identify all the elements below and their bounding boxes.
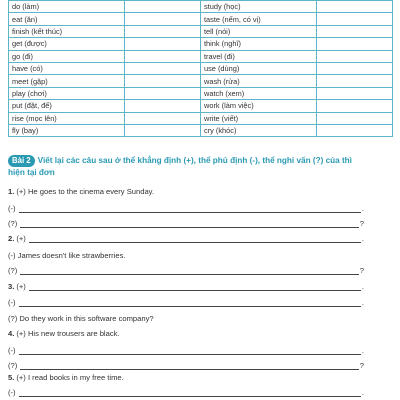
vocab-row (9, 1, 393, 13)
q4-question-end: ? (359, 361, 364, 370)
q1-negative-end: . (361, 204, 364, 213)
vocab-row (9, 13, 393, 25)
q4-given (8, 326, 364, 338)
exercise-instruction-1: Viết lại các câu sau ở thể khẳng định (+), thể phủ định (-), thể nghi vấn (?) của thì (37, 156, 352, 165)
answer-blank[interactable] (20, 362, 358, 370)
vocab-word: eat (ăn) (9, 13, 125, 25)
vocab-answer-cell[interactable] (125, 62, 201, 74)
vocab-answer-cell[interactable] (125, 112, 201, 124)
vocab-answer-cell[interactable] (125, 87, 201, 99)
vocab-answer-cell[interactable] (317, 25, 393, 37)
vocab-answer-cell[interactable] (125, 124, 201, 136)
vocab-row (9, 38, 393, 50)
vocab-word: rise (mọc lên) (9, 112, 125, 124)
q3-positive-label: (+) (16, 282, 26, 291)
q1-number: 1. (8, 187, 15, 196)
q5-sentence: (+) I read books in my free time. (16, 373, 124, 382)
q1-question-line[interactable] (8, 216, 364, 228)
vocab-word: put (đặt, để) (9, 100, 125, 112)
q2-question-line[interactable] (8, 263, 364, 275)
q1-negative-label: (-) (8, 204, 16, 213)
vocab-word: wash (rửa) (201, 75, 317, 87)
vocab-word: write (viết) (201, 112, 317, 124)
q1-sentence: (+) He goes to the cinema every Sunday. (16, 187, 155, 196)
q4-question-label: (?) (8, 361, 18, 370)
vocab-word: travel (đi) (201, 50, 317, 62)
vocab-answer-cell[interactable] (125, 100, 201, 112)
vocab-word: use (dùng) (201, 62, 317, 74)
vocab-row (9, 25, 393, 37)
answer-blank[interactable] (19, 299, 361, 307)
vocab-row (9, 75, 393, 87)
vocab-word: fly (bay) (9, 124, 125, 136)
answer-blank[interactable] (19, 205, 361, 213)
vocabulary-table (8, 0, 393, 137)
vocab-row (9, 124, 393, 136)
exercise-instruction-2: hiện tại đơn (8, 168, 55, 177)
q2-positive-end: . (361, 234, 364, 243)
q5-negative-line[interactable] (8, 385, 364, 397)
vocab-word: work (làm việc) (201, 100, 317, 112)
vocab-answer-cell[interactable] (317, 13, 393, 25)
q2-question-label: (?) (8, 266, 18, 275)
q3-positive-end: . (361, 282, 364, 291)
q3-negative-line[interactable] (8, 295, 364, 307)
q4-negative-label: (-) (8, 346, 16, 355)
vocab-word: watch (xem) (201, 87, 317, 99)
q3-sentence: (?) Do they work in this software company? (8, 314, 154, 323)
q5-negative-end: . (361, 388, 364, 397)
vocab-word: finish (kết thúc) (9, 25, 125, 37)
q2-sentence: (-) James doesn't like strawberries. (8, 251, 126, 260)
q2-number: 2. (8, 234, 15, 243)
exercise-badge: Bài 2 (8, 155, 35, 167)
answer-blank[interactable] (20, 220, 358, 228)
vocab-word: tell (nói) (201, 25, 317, 37)
vocab-word: meet (gặp) (9, 75, 125, 87)
vocab-answer-cell[interactable] (317, 1, 393, 13)
exercise-title (8, 155, 392, 179)
vocab-answer-cell[interactable] (317, 124, 393, 136)
vocab-word: play (chơi) (9, 87, 125, 99)
q4-question-line[interactable] (8, 358, 364, 370)
answer-blank[interactable] (19, 389, 361, 397)
answer-blank[interactable] (19, 347, 361, 355)
q5-given (8, 370, 364, 382)
vocab-row (9, 87, 393, 99)
vocab-word: study (học) (201, 1, 317, 13)
vocab-answer-cell[interactable] (125, 1, 201, 13)
q1-question-label: (?) (8, 219, 18, 228)
vocab-row (9, 112, 393, 124)
q4-number: 4. (8, 329, 15, 338)
q4-negative-end: . (361, 346, 364, 355)
answer-blank[interactable] (20, 267, 358, 275)
vocab-word: go (đi) (9, 50, 125, 62)
vocab-word: taste (nếm, có vị) (201, 13, 317, 25)
vocab-word: get (được) (9, 38, 125, 50)
vocab-row (9, 50, 393, 62)
vocab-word: cry (khóc) (201, 124, 317, 136)
q2-positive-label: (+) (16, 234, 26, 243)
q5-negative-label: (-) (8, 388, 16, 397)
q4-negative-line[interactable] (8, 343, 364, 355)
vocab-word: think (nghĩ) (201, 38, 317, 50)
vocab-row (9, 100, 393, 112)
vocab-answer-cell[interactable] (125, 75, 201, 87)
vocab-answer-cell[interactable] (317, 38, 393, 50)
q1-given (8, 184, 364, 196)
q4-sentence: (+) His new trousers are black. (16, 329, 120, 338)
q2-question-end: ? (359, 266, 364, 275)
q5-number: 5. (8, 373, 15, 382)
vocab-answer-cell[interactable] (125, 25, 201, 37)
vocab-answer-cell[interactable] (125, 13, 201, 25)
q2-given (8, 248, 364, 260)
q1-negative-line[interactable] (8, 201, 364, 213)
q3-number: 3. (8, 282, 15, 291)
q3-given (8, 311, 364, 323)
vocab-row (9, 62, 393, 74)
q3-negative-end: . (361, 298, 364, 307)
q2-positive-line[interactable] (8, 231, 364, 243)
vocab-answer-cell[interactable] (317, 87, 393, 99)
answer-blank[interactable] (29, 283, 361, 291)
vocab-answer-cell[interactable] (317, 112, 393, 124)
q3-negative-label: (-) (8, 298, 16, 307)
q1-question-end: ? (359, 219, 364, 228)
vocab-answer-cell[interactable] (317, 100, 393, 112)
answer-blank[interactable] (29, 235, 361, 243)
vocab-answer-cell[interactable] (317, 50, 393, 62)
vocab-word: have (có) (9, 62, 125, 74)
vocab-answer-cell[interactable] (317, 75, 393, 87)
vocab-answer-cell[interactable] (317, 62, 393, 74)
q3-positive-line[interactable] (8, 279, 364, 291)
vocab-answer-cell[interactable] (125, 38, 201, 50)
vocab-answer-cell[interactable] (125, 50, 201, 62)
vocab-word: do (làm) (9, 1, 125, 13)
